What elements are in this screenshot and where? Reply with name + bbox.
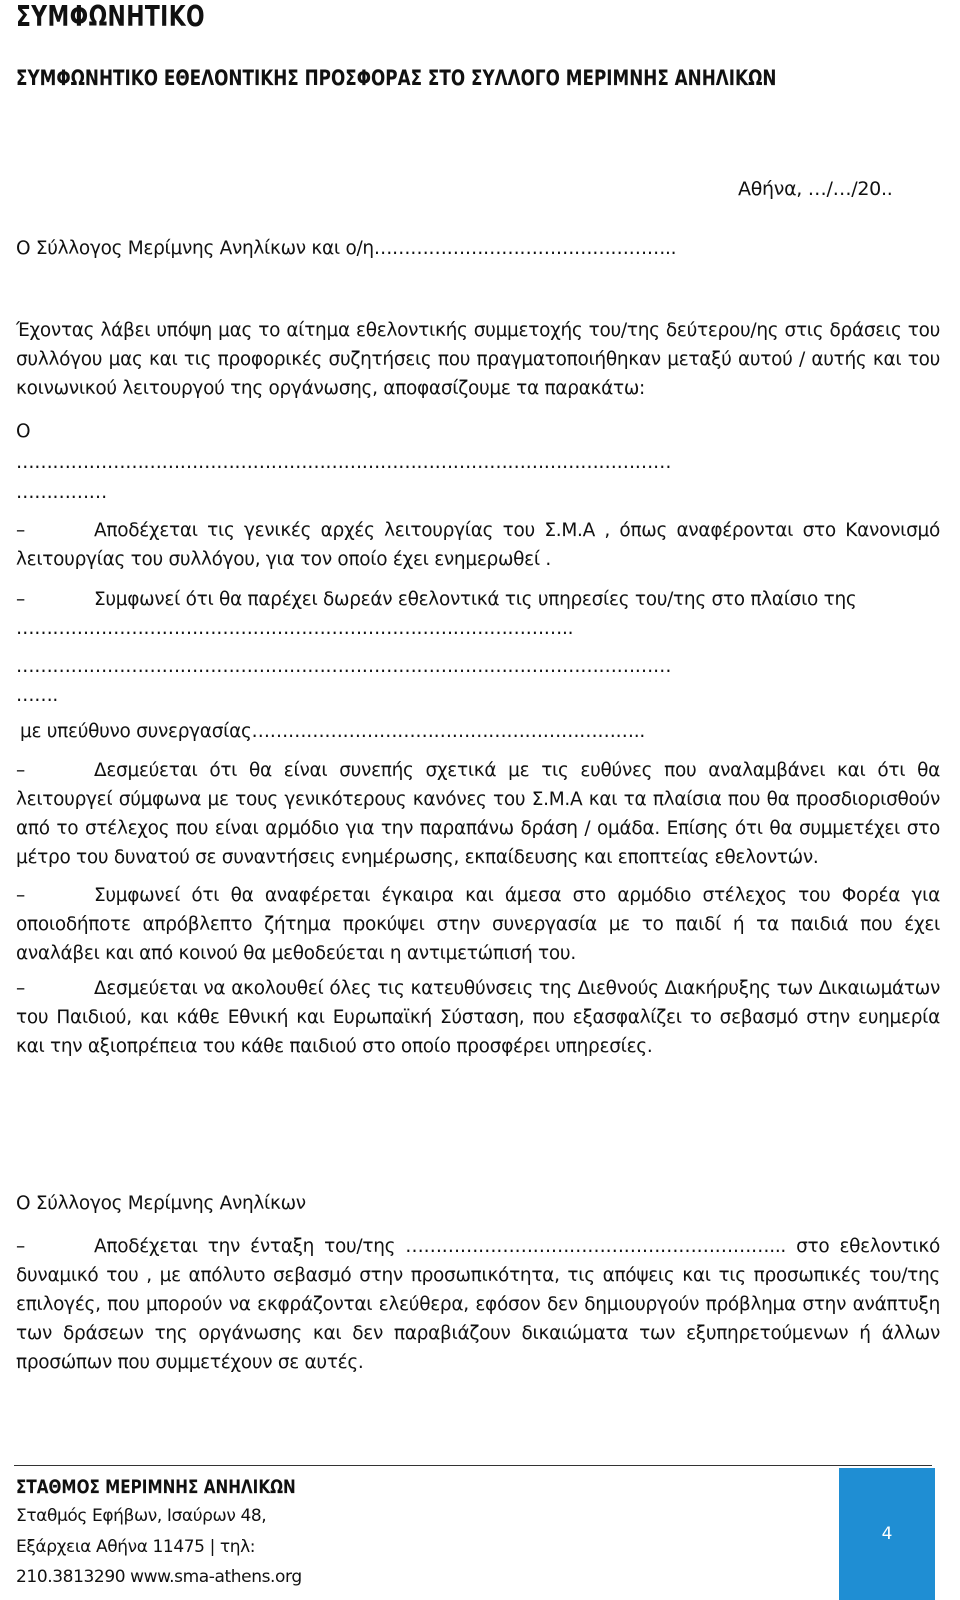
association-heading: Ο Σύλλογος Μερίμνης Ανηλίκων bbox=[16, 1193, 306, 1214]
clause-text: Δεσμεύεται να ακολουθεί όλες τις κατευθύνσεις της Διεθνούς Διακήρυξης των Δικαιωμάτων του Παιδιού, και κάθε Εθνική και Ευρωπαϊκή Σύσταση, που εξασφαλίζει το σεβασμό στην ευημερία και την αξιοπρέπεια του κάθε παιδιού στο οποίο προσφέρει υπηρεσίες. bbox=[16, 978, 940, 1057]
clause-dash: – bbox=[16, 1236, 25, 1257]
blank-line-name-cont: …………… bbox=[16, 482, 108, 503]
clause-dash: – bbox=[16, 885, 25, 906]
page-number-box bbox=[839, 1468, 935, 1600]
clause-text: Συμφωνεί ότι θα αναφέρεται έγκαιρα και άμεσα στο αρμόδιο στέλεχος του Φορέα για οποιοδήποτε απρόβλεπτο ζήτημα προκύψει στην συνεργασία με το παιδί ή τα παιδιά που έχει αναλάβει και από κοινού θα μεθοδεύεται η αντιμετώπισή του. bbox=[16, 885, 940, 964]
clause-text: Συμφωνεί ότι θα παρέχει δωρεάν εθελοντικά τις υπηρεσίες του/της στο πλαίσιο της bbox=[94, 589, 857, 610]
footer-address-line-2: Εξάρχεια Αθήνα 11475 | τηλ: bbox=[16, 1537, 256, 1557]
footer-divider bbox=[14, 1465, 932, 1466]
clause-accepts-volunteer bbox=[16, 1232, 940, 1377]
clause-accepts-principles bbox=[16, 516, 940, 574]
blank-line-services-cont: ……………………………………………………………………………………………… bbox=[16, 656, 672, 677]
footer-contact: 210.3813290 www.sma-athens.org bbox=[16, 1567, 302, 1587]
clause-text: Δεσμεύεται ότι θα είναι συνεπής σχετικά με τις ευθύνες που αναλαμβάνει και ότι θα λειτουργεί σύμφωνα με τους γενικότερους κανόνες του Σ.Μ.Α και τα πλαίσια που θα προσδιορισθούν από το στέλεχος που είναι αρμόδιο για την παραπάνω δράση / ομάδα. Επίσης ότι θα συμμετέχει στο μέτρο του δυνατού σε συναντήσεις ενημέρωσης, εκπαίδευσης και εποπτείας εθελοντών. bbox=[16, 760, 940, 868]
clause-agrees-report bbox=[16, 881, 940, 968]
intro-paragraph: Έχοντας λάβει υπόψη μας το αίτημα εθελοντικής συμμετοχής του/της δεύτερου/ης στις δράσεις του συλλόγου μας και τις προφορικές συζητήσεις που πραγματοποιήθηκαν μεταξύ αυτού / αυτής και του κοινωνικού λειτουργού της οργάνωσης, αποφασίζουμε τα παρακάτω: bbox=[16, 320, 940, 399]
clause-text: Αποδέχεται την ένταξη του/της ……………………………………………………... στο εθελοντικό δυναμικό του , με απόλυτο σεβασμό στην προσωπικότητα, τις απόψεις και τις προσωπικές του/της επιλογές, που μπορούν να εκφράζονται ελεύθερα, εφόσον δεν δημιουργούν πρόβλημα στην ανάπτυξη των δράσεων της οργάνωσης και δεν παραβιάζουν δικαιώματα των εξυπηρετούμενων ή άλλων προσώπων που συμμετέχουν σε αυτές. bbox=[16, 1236, 940, 1373]
footer-org-name: ΣΤΑΘΜΟΣ ΜΕΡΙΜΝΗΣ ΑΝΗΛΙΚΩΝ bbox=[16, 1476, 296, 1498]
clause-dash: – bbox=[16, 978, 25, 999]
parties-line: Ο Σύλλογος Μερίμνης Ανηλίκων και ο/η………………………………………….. bbox=[16, 238, 677, 259]
clause-agrees-services bbox=[16, 585, 940, 614]
clause-dash: – bbox=[16, 520, 25, 541]
blank-line-services-end: ……. bbox=[16, 685, 58, 706]
blank-line-services: ……………………………………………………………………………….. bbox=[16, 618, 574, 639]
clause-commits-rights bbox=[16, 974, 940, 1061]
clause-dash: – bbox=[16, 589, 25, 610]
date-line: Αθήνα, …/…/20.. bbox=[738, 178, 893, 200]
document-title: ΣΥΜΦΩΝΗΤΙΚΟ bbox=[16, 0, 205, 33]
page-number: 4 bbox=[881, 1524, 893, 1544]
o-label: Ο bbox=[16, 421, 31, 442]
clause-commits-responsibilities bbox=[16, 756, 940, 872]
clause-text: Αποδέχεται τις γενικές αρχές λειτουργίας του Σ.Μ.Α , όπως αναφέρονται στο Κανονισμό λειτουργίας του συλλόγου, για τον οποίο έχει ενημερωθεί . bbox=[16, 520, 940, 570]
footer-address-line-1: Σταθμός Εφήβων, Ισαύρων 48, bbox=[16, 1506, 267, 1526]
blank-line-name: ……………………………………………………………………………………………… bbox=[16, 452, 672, 473]
partner-line: με υπεύθυνο συνεργασίας……………………………………………………….. bbox=[20, 721, 645, 742]
document-subtitle: ΣΥΜΦΩΝΗΤΙΚΟ ΕΘΕΛΟΝΤΙΚΗΣ ΠΡΟΣΦΟΡΑΣ ΣΤΟ ΣΥΛΛΟΓΟ ΜΕΡΙΜΝΗΣ ΑΝΗΛΙΚΩΝ bbox=[16, 66, 777, 90]
clause-dash: – bbox=[16, 760, 25, 781]
